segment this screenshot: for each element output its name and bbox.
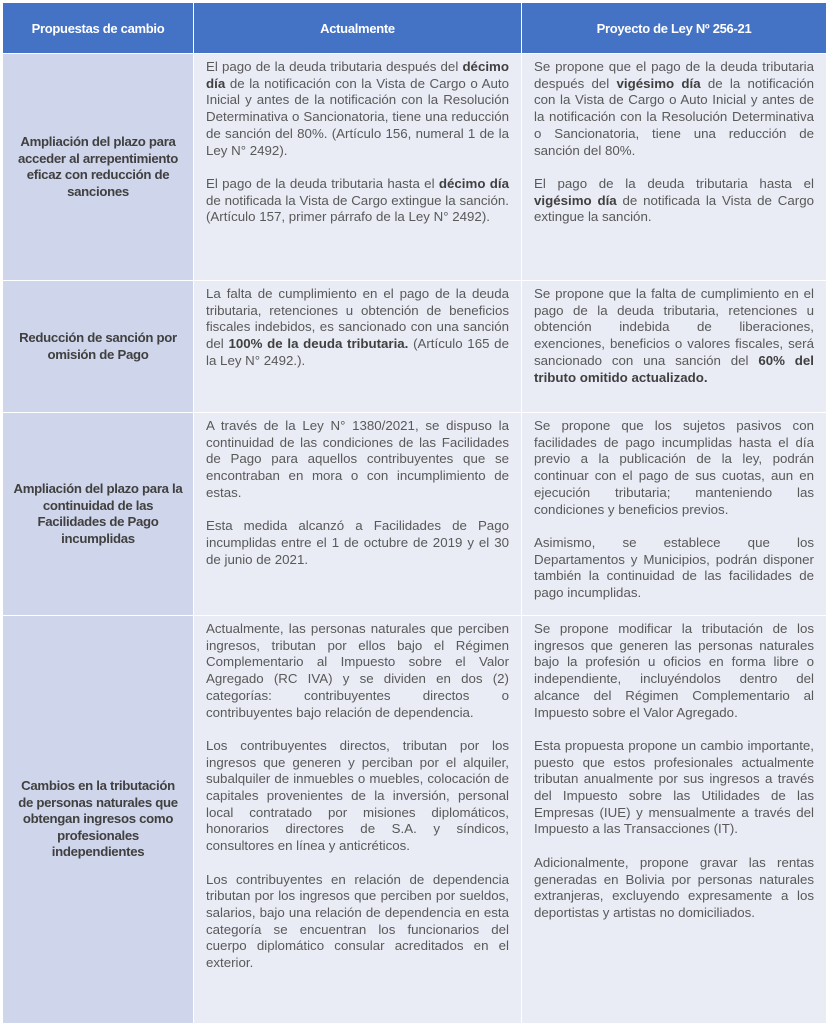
header-bill: Proyecto de Ley Nº 256-21 <box>522 3 827 54</box>
cell-paragraph: Asimismo, se establece que los Departamentos y Municipios, podrán disponer también la continuidad de las facilidades de pago incumplidas. <box>534 534 814 601</box>
table-row <box>3 54 827 281</box>
row-label: Ampliación del plazo para acceder al arrepentimiento eficaz con reducción de sanciones <box>3 54 194 281</box>
header-row <box>3 3 827 54</box>
cell-paragraph: Esta medida alcanzó a Facilidades de Pago incumplidas entre el 1 de octubre de 2019 y el 30 de junio de 2021. <box>206 518 509 567</box>
cell-paragraph: El pago de la deuda tributaria hasta el vigésimo día de notificada la Vista de Cargo extingue la sanción. <box>534 175 814 225</box>
cell-paragraph: El pago de la deuda tributaria hasta el décimo día de notificada la Vista de Cargo extingue la sanción. (Artículo 157, primer párrafo de la Ley N° 2492). <box>206 175 509 225</box>
table-row <box>3 281 827 413</box>
cell-paragraph: Los contribuyentes en relación de dependencia tributan por los ingresos que perciben por sueldos, salarios, bajo una relación de dependencia en esta categoría se encuentran los funcionarios del cuerpo diplomático consular acreditados en el exterior. <box>206 871 509 971</box>
cell-paragraph: Esta propuesta propone un cambio importante, puesto que estos profesionales actualmente tributan anualmente por sus ingresos a través del Impuesto sobre las Utilidades de las Empresas (IUE) y mensualmente a través del Impuesto a las Transacciones (IT). <box>534 737 814 837</box>
proposed-cell <box>522 54 827 281</box>
table-row <box>3 413 827 616</box>
current-cell <box>194 281 522 413</box>
current-cell <box>194 616 522 1024</box>
cell-paragraph: El pago de la deuda tributaria después del décimo día de la notificación con la Vista de Cargo o Auto Inicial y antes de la notificación con la Resolución Determinativa o Sancionatoria, tiene una reducción de sanción del 80%. (Artículo 156, numeral 1 de la Ley N° 2492). <box>206 59 509 158</box>
proposed-cell <box>522 616 827 1024</box>
cell-paragraph: Actualmente, las personas naturales que perciben ingresos, tributan por ellos bajo el Régimen Complementario al Impuesto sobre el Valor Agregado (RC IVA) y se dividen en dos (2) categorías: contribuyentes directos o contribuyentes bajo relación de dependencia. <box>206 621 509 720</box>
current-cell <box>194 413 522 616</box>
current-cell <box>194 54 522 281</box>
row-label: Reducción de sanción por omisión de Pago <box>3 281 194 413</box>
proposed-cell <box>522 281 827 413</box>
cell-paragraph: Se propone que el pago de la deuda tributaria después del vigésimo día de la notificación con la Vista de Cargo o Auto Inicial y antes de la notificación con la Resolución Determinativa o Sancionatoria, tiene una reducción de sanción del 80%. <box>534 59 814 158</box>
table-row <box>3 616 827 1024</box>
cell-paragraph: Adicionalmente, propone gravar las rentas generadas en Bolivia por personas naturales extranjeras, excluyendo expresamente a los deportistas y artistas no domiciliados. <box>534 854 814 920</box>
row-label: Ampliación del plazo para la continuidad de las Facilidades de Pago incumplidas <box>3 413 194 616</box>
header-current: Actualmente <box>194 3 522 54</box>
cell-paragraph: Se propone que los sujetos pasivos con facilidades de pago incumplidas hasta el día previo a la publicación de la ley, podrán continuar con el pago de sus cuotas, aun en ejecución tributaria; manteniendo las condiciones y beneficios previos. <box>534 418 814 517</box>
cell-paragraph: Los contribuyentes directos, tributan por los ingresos que generen y perciban por el alquiler, subalquiler de inmuebles o muebles, colocación de capitales provenientes de la inversión, personal local contratado por misiones diplomáticos, honorarios directores de S.A. y síndicos, consultores en línea y anticréticos. <box>206 737 509 854</box>
tax-reform-comparison-table <box>2 2 827 1024</box>
proposed-cell <box>522 413 827 616</box>
header-proposals: Propuestas de cambio <box>3 3 194 54</box>
cell-paragraph: Se propone modificar la tributación de los ingresos que generen las personas naturales bajo la profesión u oficios en forma libre o independiente, incluyéndolos dentro del alcance del Régimen Complementario al Impuesto sobre el Valor Agregado. <box>534 621 814 720</box>
row-label: Cambios en la tributación de personas naturales que obtengan ingresos como profesionales independientes <box>3 616 194 1024</box>
cell-paragraph: Se propone que la falta de cumplimiento en el pago de la deuda tributaria, retenciones u obtención indebida de liberaciones, exenciones, beneficios o valores fiscales, será sancionado con una sanción del 60% del tributo omitido actualizado. <box>534 286 814 385</box>
cell-paragraph: A través de la Ley N° 1380/2021, se dispuso la continuidad de las condiciones de las Facilidades de Pago para aquellos contribuyentes que se encontraban en mora o con incumplimiento de estas. <box>206 418 509 500</box>
cell-paragraph: La falta de cumplimiento en el pago de la deuda tributaria, retenciones u obtención de beneficios fiscales indebidos, es sancionado con una sanción del 100% de la deuda tributaria. (Artículo 165 de la Ley N° 2492.). <box>206 286 509 368</box>
